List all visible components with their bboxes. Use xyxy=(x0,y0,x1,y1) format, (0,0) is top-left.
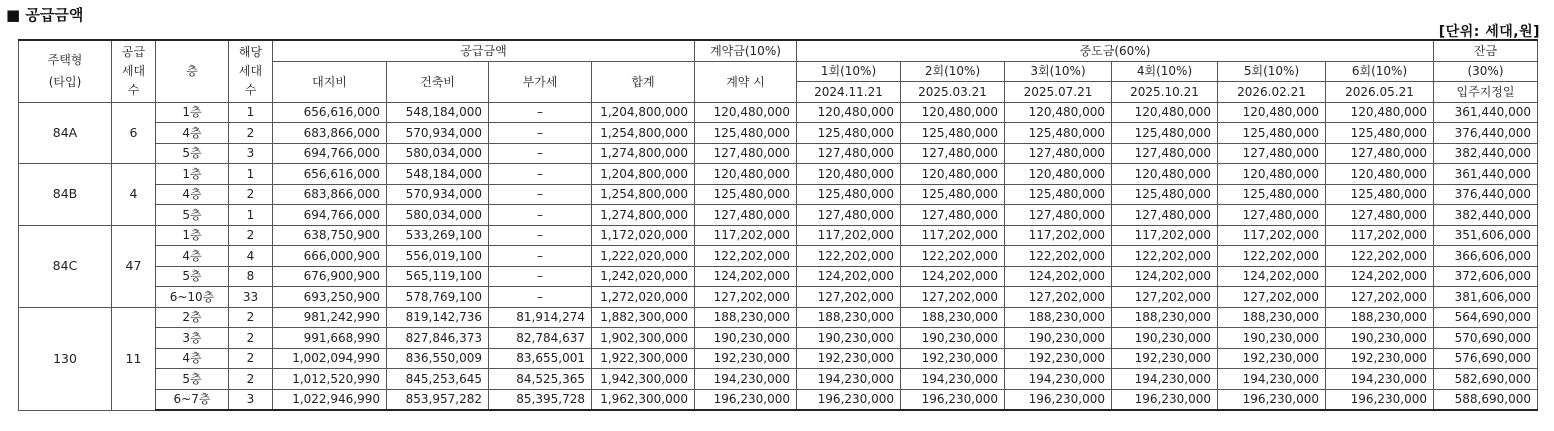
floor-cell: 1층 xyxy=(156,225,229,246)
balance-cell: 582,690,000 xyxy=(1434,369,1538,390)
table-row xyxy=(19,328,1538,349)
header-supply-units-label: 공급 세대 수 xyxy=(121,44,146,97)
building-cost-cell: 556,019,100 xyxy=(387,246,489,267)
interim-cell: 127,480,000 xyxy=(1326,143,1434,164)
header-interim-round: 6회(10%) xyxy=(1326,61,1434,82)
interim-cell: 124,202,000 xyxy=(901,266,1005,287)
interim-cell: 188,230,000 xyxy=(1112,307,1218,328)
vat-cell: – xyxy=(489,225,592,246)
header-building: 건축비 xyxy=(387,61,489,102)
interim-cell: 188,230,000 xyxy=(1218,307,1326,328)
interim-cell: 188,230,000 xyxy=(797,307,901,328)
balance-cell: 351,606,000 xyxy=(1434,225,1538,246)
interim-cell: 192,230,000 xyxy=(1112,348,1218,369)
interim-cell: 190,230,000 xyxy=(797,328,901,349)
header-contract-sub: 계약 시 xyxy=(695,61,797,102)
interim-cell: 188,230,000 xyxy=(1005,307,1112,328)
balance-cell: 366,606,000 xyxy=(1434,246,1538,267)
header-interim-round: 3회(10%) xyxy=(1005,61,1112,82)
interim-cell: 125,480,000 xyxy=(1218,123,1326,144)
building-cost-cell: 548,184,000 xyxy=(387,102,489,123)
interim-cell: 125,480,000 xyxy=(901,184,1005,205)
table-row xyxy=(19,123,1538,144)
contract-cell: 125,480,000 xyxy=(695,184,797,205)
interim-cell: 188,230,000 xyxy=(1326,307,1434,328)
interim-cell: 124,202,000 xyxy=(1326,266,1434,287)
floor-cell: 3층 xyxy=(156,328,229,349)
unit-count-cell: 33 xyxy=(229,287,273,308)
header-land: 대지비 xyxy=(273,61,387,102)
interim-cell: 120,480,000 xyxy=(1218,102,1326,123)
header-applicable-units xyxy=(229,40,273,102)
interim-cell: 127,202,000 xyxy=(901,287,1005,308)
unit-count-cell: 3 xyxy=(229,389,273,410)
header-house-type-label: 주택형 (타입) xyxy=(47,53,83,90)
interim-cell: 125,480,000 xyxy=(1326,123,1434,144)
building-cost-cell: 570,934,000 xyxy=(387,123,489,144)
interim-cell: 125,480,000 xyxy=(1112,184,1218,205)
interim-cell: 125,480,000 xyxy=(901,123,1005,144)
interim-cell: 188,230,000 xyxy=(901,307,1005,328)
contract-cell: 127,480,000 xyxy=(695,143,797,164)
interim-cell: 124,202,000 xyxy=(1005,266,1112,287)
interim-cell: 196,230,000 xyxy=(901,389,1005,410)
header-supply-amount: 공급금액 xyxy=(273,40,695,61)
building-cost-cell: 570,934,000 xyxy=(387,184,489,205)
contract-cell: 188,230,000 xyxy=(695,307,797,328)
interim-cell: 196,230,000 xyxy=(797,389,901,410)
header-house-type xyxy=(19,40,112,102)
unit-count-cell: 1 xyxy=(229,205,273,226)
interim-cell: 127,202,000 xyxy=(1326,287,1434,308)
total-cell: 1,222,020,000 xyxy=(592,246,695,267)
interim-cell: 190,230,000 xyxy=(1326,328,1434,349)
total-cell: 1,902,300,000 xyxy=(592,328,695,349)
floor-cell: 4층 xyxy=(156,184,229,205)
table-row xyxy=(19,307,1538,328)
land-cost-cell: 656,616,000 xyxy=(273,164,387,185)
interim-cell: 196,230,000 xyxy=(1218,389,1326,410)
building-cost-cell: 580,034,000 xyxy=(387,143,489,164)
interim-cell: 127,480,000 xyxy=(1005,205,1112,226)
unit-label: [단위: 세대,원] xyxy=(1438,24,1540,40)
interim-cell: 192,230,000 xyxy=(797,348,901,369)
interim-cell: 120,480,000 xyxy=(1112,102,1218,123)
interim-cell: 196,230,000 xyxy=(1326,389,1434,410)
unit-count-cell: 2 xyxy=(229,307,273,328)
table-row xyxy=(19,225,1538,246)
land-cost-cell: 1,022,946,990 xyxy=(273,389,387,410)
interim-cell: 120,480,000 xyxy=(901,164,1005,185)
floor-cell: 6~10층 xyxy=(156,287,229,308)
interim-cell: 120,480,000 xyxy=(1218,164,1326,185)
interim-cell: 127,480,000 xyxy=(901,143,1005,164)
interim-cell: 127,480,000 xyxy=(1218,143,1326,164)
interim-cell: 127,480,000 xyxy=(797,143,901,164)
total-cell: 1,254,800,000 xyxy=(592,184,695,205)
interim-cell: 122,202,000 xyxy=(1218,246,1326,267)
header-balance-pct: (30%) xyxy=(1434,61,1538,82)
balance-cell: 381,606,000 xyxy=(1434,287,1538,308)
table-row xyxy=(19,102,1538,123)
floor-cell: 5층 xyxy=(156,205,229,226)
floor-cell: 4층 xyxy=(156,348,229,369)
total-cell: 1,204,800,000 xyxy=(592,164,695,185)
vat-cell: 84,525,365 xyxy=(489,369,592,390)
interim-cell: 125,480,000 xyxy=(1326,184,1434,205)
floor-cell: 5층 xyxy=(156,369,229,390)
table-row xyxy=(19,184,1538,205)
contract-cell: 196,230,000 xyxy=(695,389,797,410)
interim-cell: 125,480,000 xyxy=(1005,123,1112,144)
header-interim-round: 1회(10%) xyxy=(797,61,901,82)
land-cost-cell: 1,002,094,990 xyxy=(273,348,387,369)
interim-cell: 117,202,000 xyxy=(1218,225,1326,246)
interim-cell: 117,202,000 xyxy=(901,225,1005,246)
header-floor: 층 xyxy=(156,40,229,102)
balance-cell: 361,440,000 xyxy=(1434,164,1538,185)
interim-cell: 124,202,000 xyxy=(1218,266,1326,287)
header-interim-date: 2025.03.21 xyxy=(901,82,1005,103)
unit-count-cell: 2 xyxy=(229,225,273,246)
interim-cell: 127,480,000 xyxy=(1326,205,1434,226)
interim-cell: 192,230,000 xyxy=(901,348,1005,369)
balance-cell: 376,440,000 xyxy=(1434,123,1538,144)
land-cost-cell: 991,668,990 xyxy=(273,328,387,349)
contract-cell: 120,480,000 xyxy=(695,102,797,123)
floor-cell: 2층 xyxy=(156,307,229,328)
balance-cell: 570,690,000 xyxy=(1434,328,1538,349)
contract-cell: 117,202,000 xyxy=(695,225,797,246)
interim-cell: 190,230,000 xyxy=(1218,328,1326,349)
supply-units-cell: 6 xyxy=(112,102,156,164)
header-interim-date: 2026.05.21 xyxy=(1326,82,1434,103)
interim-cell: 122,202,000 xyxy=(901,246,1005,267)
building-cost-cell: 580,034,000 xyxy=(387,205,489,226)
land-cost-cell: 666,000,900 xyxy=(273,246,387,267)
floor-cell: 4층 xyxy=(156,123,229,144)
header-balance-sub: 입주지정일 xyxy=(1434,82,1538,103)
balance-cell: 588,690,000 xyxy=(1434,389,1538,410)
unit-count-cell: 2 xyxy=(229,123,273,144)
header-balance: 잔금 xyxy=(1434,40,1538,61)
floor-cell: 6~7층 xyxy=(156,389,229,410)
balance-cell: 376,440,000 xyxy=(1434,184,1538,205)
land-cost-cell: 981,242,990 xyxy=(273,307,387,328)
interim-cell: 120,480,000 xyxy=(1326,102,1434,123)
contract-cell: 122,202,000 xyxy=(695,246,797,267)
header-supply-units xyxy=(112,40,156,102)
interim-cell: 127,480,000 xyxy=(901,205,1005,226)
interim-cell: 192,230,000 xyxy=(1005,348,1112,369)
contract-cell: 124,202,000 xyxy=(695,266,797,287)
interim-cell: 120,480,000 xyxy=(901,102,1005,123)
supply-units-cell: 11 xyxy=(112,307,156,410)
interim-cell: 127,480,000 xyxy=(1005,143,1112,164)
floor-cell: 5층 xyxy=(156,266,229,287)
unit-count-cell: 2 xyxy=(229,184,273,205)
contract-cell: 127,480,000 xyxy=(695,205,797,226)
building-cost-cell: 853,957,282 xyxy=(387,389,489,410)
header-interim-date: 2025.10.21 xyxy=(1112,82,1218,103)
interim-cell: 194,230,000 xyxy=(1005,369,1112,390)
interim-cell: 125,480,000 xyxy=(1005,184,1112,205)
interim-cell: 117,202,000 xyxy=(1005,225,1112,246)
vat-cell: – xyxy=(489,143,592,164)
header-contract: 계약금(10%) xyxy=(695,40,797,61)
interim-cell: 117,202,000 xyxy=(1326,225,1434,246)
balance-cell: 564,690,000 xyxy=(1434,307,1538,328)
total-cell: 1,274,800,000 xyxy=(592,143,695,164)
interim-cell: 190,230,000 xyxy=(901,328,1005,349)
table-row xyxy=(19,369,1538,390)
unit-count-cell: 2 xyxy=(229,328,273,349)
house-type-cell: 130 xyxy=(19,307,112,410)
interim-cell: 127,202,000 xyxy=(1218,287,1326,308)
interim-cell: 120,480,000 xyxy=(1326,164,1434,185)
header-interim-round: 5회(10%) xyxy=(1218,61,1326,82)
interim-cell: 194,230,000 xyxy=(1326,369,1434,390)
interim-cell: 194,230,000 xyxy=(1112,369,1218,390)
floor-cell: 1층 xyxy=(156,102,229,123)
interim-cell: 127,480,000 xyxy=(1218,205,1326,226)
total-cell: 1,172,020,000 xyxy=(592,225,695,246)
interim-cell: 125,480,000 xyxy=(797,184,901,205)
contract-cell: 192,230,000 xyxy=(695,348,797,369)
total-cell: 1,922,300,000 xyxy=(592,348,695,369)
vat-cell: – xyxy=(489,102,592,123)
table-body xyxy=(19,102,1538,410)
building-cost-cell: 819,142,736 xyxy=(387,307,489,328)
interim-cell: 124,202,000 xyxy=(797,266,901,287)
header-total: 합계 xyxy=(592,61,695,102)
unit-count-cell: 1 xyxy=(229,102,273,123)
land-cost-cell: 683,866,000 xyxy=(273,184,387,205)
table-row xyxy=(19,205,1538,226)
table-row xyxy=(19,389,1538,410)
header-interim-date: 2025.07.21 xyxy=(1005,82,1112,103)
building-cost-cell: 578,769,100 xyxy=(387,287,489,308)
interim-cell: 124,202,000 xyxy=(1112,266,1218,287)
table-row xyxy=(19,164,1538,185)
balance-cell: 382,440,000 xyxy=(1434,205,1538,226)
interim-cell: 125,480,000 xyxy=(797,123,901,144)
total-cell: 1,242,020,000 xyxy=(592,266,695,287)
interim-cell: 127,202,000 xyxy=(1112,287,1218,308)
total-cell: 1,942,300,000 xyxy=(592,369,695,390)
unit-count-cell: 1 xyxy=(229,164,273,185)
interim-cell: 127,480,000 xyxy=(1112,205,1218,226)
contract-cell: 190,230,000 xyxy=(695,328,797,349)
total-cell: 1,204,800,000 xyxy=(592,102,695,123)
building-cost-cell: 548,184,000 xyxy=(387,164,489,185)
contract-cell: 127,202,000 xyxy=(695,287,797,308)
supply-units-cell: 4 xyxy=(112,164,156,226)
header-vat: 부가세 xyxy=(489,61,592,102)
table-row xyxy=(19,143,1538,164)
building-cost-cell: 845,253,645 xyxy=(387,369,489,390)
interim-cell: 196,230,000 xyxy=(1112,389,1218,410)
interim-cell: 120,480,000 xyxy=(1112,164,1218,185)
land-cost-cell: 694,766,000 xyxy=(273,143,387,164)
interim-cell: 125,480,000 xyxy=(1218,184,1326,205)
house-type-cell: 84A xyxy=(19,102,112,164)
header-interim-date: 2024.11.21 xyxy=(797,82,901,103)
land-cost-cell: 683,866,000 xyxy=(273,123,387,144)
header-interim-round: 4회(10%) xyxy=(1112,61,1218,82)
interim-cell: 190,230,000 xyxy=(1112,328,1218,349)
land-cost-cell: 1,012,520,990 xyxy=(273,369,387,390)
supply-units-cell: 47 xyxy=(112,225,156,307)
floor-cell: 4층 xyxy=(156,246,229,267)
interim-cell: 192,230,000 xyxy=(1326,348,1434,369)
interim-cell: 194,230,000 xyxy=(901,369,1005,390)
interim-cell: 127,480,000 xyxy=(797,205,901,226)
vat-cell: 82,784,637 xyxy=(489,328,592,349)
interim-cell: 117,202,000 xyxy=(1112,225,1218,246)
contract-cell: 125,480,000 xyxy=(695,123,797,144)
table-row xyxy=(19,246,1538,267)
interim-cell: 122,202,000 xyxy=(1005,246,1112,267)
land-cost-cell: 676,900,900 xyxy=(273,266,387,287)
interim-cell: 120,480,000 xyxy=(1005,102,1112,123)
interim-cell: 127,202,000 xyxy=(797,287,901,308)
vat-cell: – xyxy=(489,266,592,287)
interim-cell: 122,202,000 xyxy=(1112,246,1218,267)
vat-cell: – xyxy=(489,287,592,308)
unit-count-cell: 4 xyxy=(229,246,273,267)
floor-cell: 5층 xyxy=(156,143,229,164)
balance-cell: 361,440,000 xyxy=(1434,102,1538,123)
header-applicable-units-label: 해당 세대 수 xyxy=(238,44,263,97)
table-header xyxy=(19,40,1538,102)
unit-count-cell: 3 xyxy=(229,143,273,164)
balance-cell: 576,690,000 xyxy=(1434,348,1538,369)
contract-cell: 194,230,000 xyxy=(695,369,797,390)
interim-cell: 117,202,000 xyxy=(797,225,901,246)
table-row xyxy=(19,348,1538,369)
vat-cell: – xyxy=(489,123,592,144)
interim-cell: 120,480,000 xyxy=(797,102,901,123)
supply-price-table xyxy=(18,39,1538,411)
header-interim-date: 2026.02.21 xyxy=(1218,82,1326,103)
interim-cell: 127,202,000 xyxy=(1005,287,1112,308)
total-cell: 1,254,800,000 xyxy=(592,123,695,144)
vat-cell: 83,655,001 xyxy=(489,348,592,369)
house-type-cell: 84C xyxy=(19,225,112,307)
interim-cell: 120,480,000 xyxy=(797,164,901,185)
vat-cell: 85,395,728 xyxy=(489,389,592,410)
total-cell: 1,882,300,000 xyxy=(592,307,695,328)
vat-cell: – xyxy=(489,164,592,185)
land-cost-cell: 693,250,900 xyxy=(273,287,387,308)
land-cost-cell: 694,766,000 xyxy=(273,205,387,226)
header-interim: 중도금(60%) xyxy=(797,40,1434,61)
balance-cell: 382,440,000 xyxy=(1434,143,1538,164)
unit-count-cell: 2 xyxy=(229,369,273,390)
total-cell: 1,962,300,000 xyxy=(592,389,695,410)
total-cell: 1,274,800,000 xyxy=(592,205,695,226)
table-row xyxy=(19,266,1538,287)
total-cell: 1,272,020,000 xyxy=(592,287,695,308)
interim-cell: 196,230,000 xyxy=(1005,389,1112,410)
interim-cell: 125,480,000 xyxy=(1112,123,1218,144)
section-title: ■ 공급금액 xyxy=(6,6,84,24)
interim-cell: 127,480,000 xyxy=(1112,143,1218,164)
vat-cell: – xyxy=(489,184,592,205)
house-type-cell: 84B xyxy=(19,164,112,226)
balance-cell: 372,606,000 xyxy=(1434,266,1538,287)
building-cost-cell: 827,846,373 xyxy=(387,328,489,349)
vat-cell: – xyxy=(489,205,592,226)
vat-cell: 81,914,274 xyxy=(489,307,592,328)
interim-cell: 122,202,000 xyxy=(1326,246,1434,267)
table-row xyxy=(19,287,1538,308)
vat-cell: – xyxy=(489,246,592,267)
interim-cell: 194,230,000 xyxy=(797,369,901,390)
header-interim-round: 2회(10%) xyxy=(901,61,1005,82)
unit-count-cell: 2 xyxy=(229,348,273,369)
interim-cell: 120,480,000 xyxy=(1005,164,1112,185)
land-cost-cell: 656,616,000 xyxy=(273,102,387,123)
building-cost-cell: 565,119,100 xyxy=(387,266,489,287)
interim-cell: 190,230,000 xyxy=(1005,328,1112,349)
interim-cell: 122,202,000 xyxy=(797,246,901,267)
interim-cell: 194,230,000 xyxy=(1218,369,1326,390)
contract-cell: 120,480,000 xyxy=(695,164,797,185)
interim-cell: 192,230,000 xyxy=(1218,348,1326,369)
unit-count-cell: 8 xyxy=(229,266,273,287)
building-cost-cell: 836,550,009 xyxy=(387,348,489,369)
floor-cell: 1층 xyxy=(156,164,229,185)
building-cost-cell: 533,269,100 xyxy=(387,225,489,246)
land-cost-cell: 638,750,900 xyxy=(273,225,387,246)
